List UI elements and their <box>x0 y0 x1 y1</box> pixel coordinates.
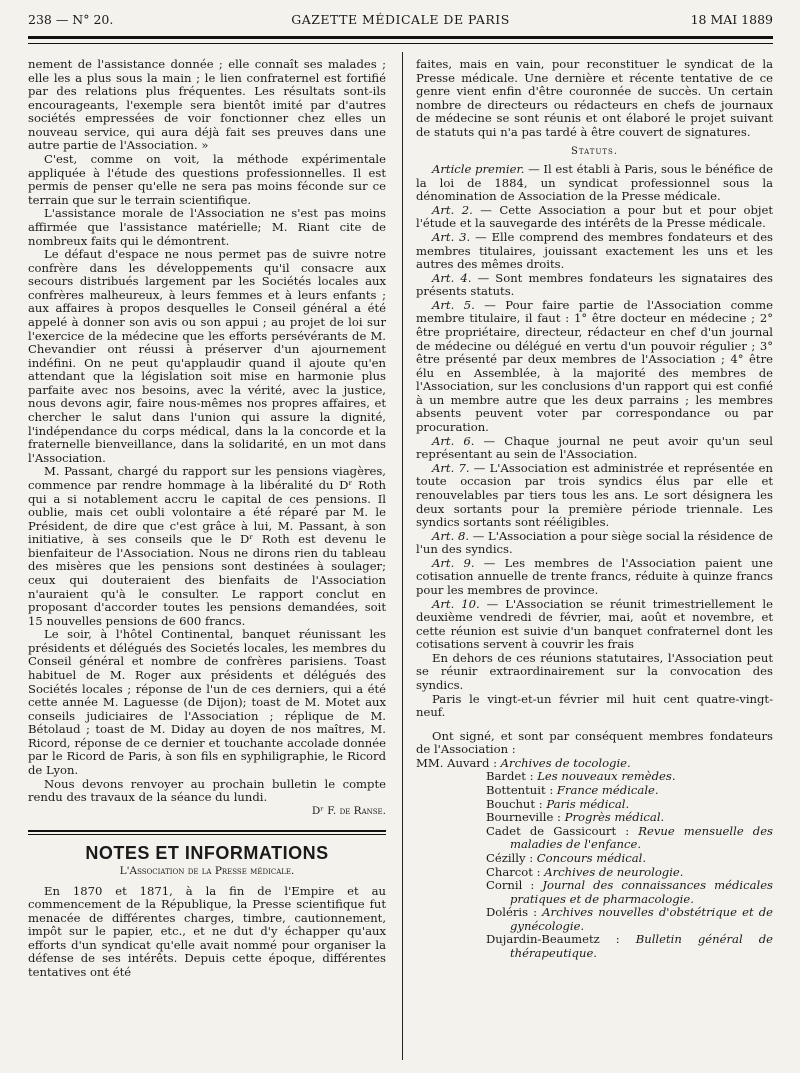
articles-list <box>416 163 773 652</box>
page-header <box>28 12 773 30</box>
member-item <box>416 906 773 933</box>
article-text: — Chaque journal ne peut avoir qu'un seul représentant au sein de l'Association. <box>416 433 773 462</box>
article-text: — L'Association se réunit trimestriellement le deuxième vendredi de février, mai, août et novembre, et cette réunion est suivie d'un banquet confraternel dont les cotisations servent à couvrir les frais <box>416 596 773 652</box>
member-journal: Les nouveaux remèdes. <box>537 769 676 784</box>
article-label: Art. 3. <box>432 229 471 244</box>
section-title: NOTES ET INFORMATIONS <box>85 843 329 864</box>
member-journal: Concours médical. <box>536 850 647 865</box>
members-list <box>416 757 773 961</box>
body-paragraph: Nous devons renvoyer au prochain bulletin le compte rendu des travaux de la séance du lundi. <box>28 776 386 805</box>
member-item <box>416 825 773 852</box>
section-subtitle: L'Association de la Presse médicale. <box>119 864 295 877</box>
body-paragraph: Le défaut d'espace ne nous permet pas de suivre notre confrère dans les développements qu'il consacre aux secours distribués largement par les Sociétés locales aux confrères malheureux, à leurs femmes et à leurs enfants ; aux affaires à propos desquelles le Conseil général a été appelé à donner son avis ou son appui ; au projet de loi sur l'exercice de la médecine que les efforts persévérants de M. Chevandier ont réussi à préserver d'un ajournement indéfini. On ne peut qu'applaudir quand il ajoute qu'en attendant que la législation soit mise en harmonie plus parfaite avec nos besoins, avec la vérité, avec la justice, nous devons agir, faire nous-mêmes nos propres affaires, et chercher le salut dans l'union qui assure la dignité, l'indépendance du corps médical, dans la la concorde et la fraternelle bienveillance, dans la solidarité, en un mot dans l'Association. <box>28 247 386 465</box>
article-text: — Les membres de l'Association paient une cotisation annuelle de trente francs, réduite à quinze francs pour les membres de province. <box>416 555 773 597</box>
member-journal: Archives de neurologie. <box>544 864 684 879</box>
article-paragraph <box>416 272 773 299</box>
signers-intro: Ont signé, et sont par conséquent membres fondateurs de l'Association : <box>416 728 773 757</box>
article-label: Art. 10. <box>432 596 480 611</box>
article-text: — Il est établi à Paris, sous le bénéfice de la loi de 1884, un syndicat professionnel sous la dénomination de Association de la Presse médicale. <box>416 162 773 204</box>
member-name: Charcot : <box>486 864 545 879</box>
closing-paragraph: En dehors de ces réunions statutaires, l'Association peut se réunir extraordinairement sur la convocation des syndics. <box>416 650 773 693</box>
article-text: — Sont membres fondateurs les signataires des présents statuts. <box>416 270 773 299</box>
member-name: Doléris : <box>486 905 543 920</box>
right-column <box>416 58 773 961</box>
article-label: Art. 8. <box>432 528 470 543</box>
member-item <box>416 798 773 812</box>
member-item <box>416 933 773 960</box>
article-text: — Pour faire partie de l'Association comme membre titulaire, il faut : 1° être docteur en médecine ; 2° être propriétaire, directeur, rédacteur en chef d'un journal de médecine ou délégué en vertu d'un pouvoir régulier ; 3° être présenté par deux membres de l'Association ; 4° être élu en Assemblée, à la majorité des membres de l'Association, sur les conclusions d'un rapport qui est confié à un membre autre que les deux parrains ; les membres absents peuvent voter par correspondance ou par procuration. <box>416 297 773 435</box>
member-name: MM. Auvard : <box>416 755 501 770</box>
member-journal: Revue mensuelle des maladies de l'enfance. <box>510 823 774 852</box>
member-name: Cadet de Gassicourt : <box>486 823 639 838</box>
article-paragraph <box>416 299 773 435</box>
issue-date: 18 MAI 1889 <box>690 12 773 27</box>
member-journal: France médicale. <box>556 783 659 798</box>
article-label: Article premier. <box>432 162 525 177</box>
member-item <box>416 879 773 906</box>
article-paragraph <box>416 462 773 530</box>
member-journal: Archives de tocologie. <box>500 755 631 770</box>
member-journal: Journal des connaissances médicales pratiques et de pharmacologie. <box>510 878 774 906</box>
journal-title: GAZETTE MÉDICALE DE PARIS <box>291 12 510 27</box>
article-paragraph <box>416 557 773 598</box>
body-paragraph: L'assistance morale de l'Association ne s'est pas moins affirmée que l'assistance matérielle; M. Riant cite de nombreux faits qui le démontrent. <box>28 206 386 248</box>
article-paragraph <box>416 598 773 652</box>
body-paragraph: M. Passant, chargé du rapport sur les pensions viagères, commence par rendre hommage à la libéralité du Dʳ Roth qui a si notablement accru le capital de ces pensions. Il oublie, mais cet oubli volontaire a été réparé par M. le Président, de dire que c'est grâce à lui, M. Passant, à son initiative, à ses conseils que le Dʳ Roth est devenu le bienfaiteur de l'Association. Nous ne dirons rien du tableau des misères que les pensions sont destinées à soulager; ceux qui douteraient des bienfaits de l'Association n'auraient qu'à le consulter. Le rapport conclut en proposant d'accorder toutes les pensions demandées, soit 15 nouvelles pensions de 600 francs. <box>28 464 386 628</box>
author-signature <box>28 805 386 819</box>
article-label: Art. 9. <box>432 555 475 570</box>
member-name: Bouchut : <box>486 796 547 811</box>
article-paragraph <box>416 204 773 231</box>
body-paragraph: Le soir, à l'hôtel Continental, banquet réunissant les présidents et délégués des Societés locales, les membres du Conseil général et nombre de confrères parisiens. Toast habituel de M. Roger aux présidents et délégués des Sociétés locales ; réponse de l'un de ces derniers, qui a été cette année M. Laguesse (de Dijon); toast de M. Motet aux conseils judiciaires de l'Association ; réplique de M. Bétolaud ; toast de M. Diday au doyen de nos maîtres, M. Ricord, réponse de ce dernier et touchante accolade donnée par le Ricord de Paris, à son fils en syphiligraphie, le Ricord de Lyon. <box>28 627 386 778</box>
left-column <box>28 58 386 980</box>
section-rule <box>28 830 386 835</box>
member-item <box>416 784 773 798</box>
article-text: — Cette Association a pour but et pour objet l'étude et la sauvegarde des intérêts de la Presse médicale. <box>416 202 773 231</box>
column-divider <box>402 52 403 1060</box>
article-label: Art. 5. <box>432 297 475 312</box>
intro-paragraph: faites, mais en vain, pour reconstituer le syndicat de la Presse médicale. Une dernière et récente tentative de ce genre vient enfin d'être couronnée de succès. Un certain nombre de directeurs ou rédacteurs en chefs de journaux de médecine se sont réunis et ont élaboré le projet suivant de statuts qui n'a pas tardé à être couvert de signatures. <box>416 57 773 139</box>
notes-paragraph: En 1870 et 1871, à la fin de l'Empire et au commencement de la République, la Presse scientifique fut menacée de différentes charges, timbre, cautionnement, impôt sur le papier, etc., et ne dut d'y échapper qu'aux efforts d'un syndicat qu'elle avait nommé pour organiser la défense de ses intérêts. Depuis cette époque, différentes tentatives ont été <box>28 883 386 979</box>
body-paragraph: C'est, comme on voit, la méthode expérimentale appliquée à l'étude des questions professionnelles. Il est permis de penser qu'elle ne sera pas moins féconde sur ce terrain que sur le terrain scientifique. <box>28 152 386 207</box>
member-item <box>416 770 773 784</box>
signature-name: de Ranse. <box>339 804 386 817</box>
statuts-heading: Statuts. <box>570 146 619 158</box>
member-journal: Bulletin général de thérapeutique. <box>510 932 774 960</box>
member-name: Cornil : <box>486 878 543 893</box>
member-item <box>416 866 773 880</box>
body-paragraph: nement de l'assistance donnée ; elle connaît ses malades ; elle les a plus sous la main ; le lien confraternel est fortifié par des relations plus fréquentes. Les résultats sont-ils encourageants, l'exemple sera bientôt imité par d'autres sociétés empressées de voir fonctionner chez elles un nouveau service, qui aura déjà fait ses preuves dans une autre partie de l'Association. » <box>28 57 386 153</box>
member-name: Bardet : <box>486 769 538 784</box>
closing-paragraph: Paris le vingt-et-un février mil huit cent quatre-vingt-neuf. <box>416 691 773 720</box>
article-paragraph <box>416 231 773 272</box>
member-name: Dujardin-Beaumetz : <box>486 932 636 947</box>
article-label: Art. 4. <box>432 270 472 285</box>
header-rule <box>28 36 773 44</box>
article-text: — Elle comprend des membres fondateurs et des membres titulaires, jouissant exactement les uns et les autres des mêmes droits. <box>416 229 773 272</box>
member-name: Cézilly : <box>486 850 537 865</box>
article-label: Art. 2. <box>432 202 473 217</box>
article-paragraph <box>416 163 773 204</box>
article-label: Art. 7. <box>432 460 470 475</box>
article-paragraph <box>416 435 773 462</box>
member-item <box>416 811 773 825</box>
signature-prefix: Dʳ F. <box>311 804 340 817</box>
article-paragraph <box>416 530 773 557</box>
member-journal: Paris médical. <box>546 796 630 811</box>
article-label: Art. 6. <box>432 433 475 448</box>
article-text: — L'Association a pour siège social la résidence de l'un des syndics. <box>416 528 773 557</box>
member-name: Bottentuit : <box>486 783 557 798</box>
article-text: — L'Association est administrée et représentée en toute occasion par trois syndics élus par elle et renouvelables par tiers tous les ans. Le sort désignera les deux sortants pour la première période triennale. Les syndics sortants sont rééligibles. <box>416 460 773 530</box>
member-item <box>416 757 773 771</box>
member-item <box>416 852 773 866</box>
page-number: 238 — N° 20. <box>28 12 114 27</box>
member-journal: Archives nouvelles d'obstétrique et de gynécologie. <box>510 905 773 933</box>
member-name: Bourneville : <box>486 810 565 825</box>
member-journal: Progrès médical. <box>564 810 665 825</box>
